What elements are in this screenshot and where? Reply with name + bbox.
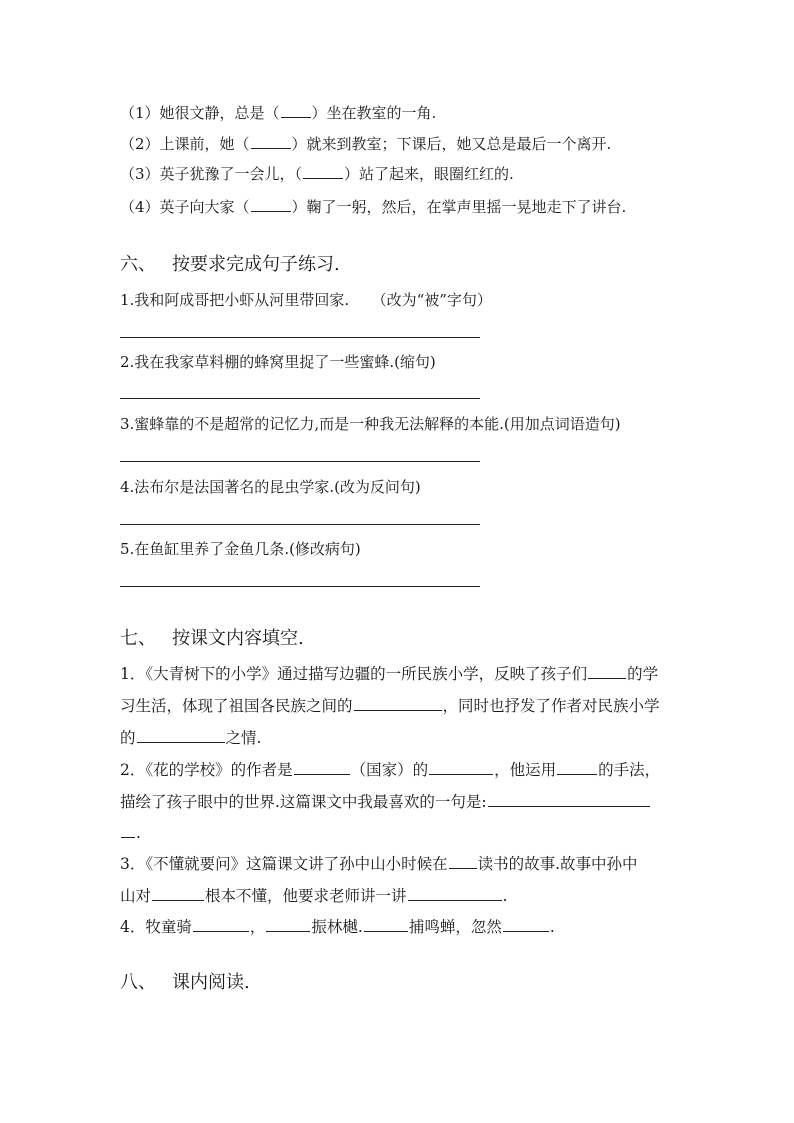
q7-1-line2: 习生活，体现了祖国各民族之间的 ，同时也抒发了作者对民族小学 (120, 697, 660, 715)
answer-blank[interactable] (251, 196, 291, 212)
q6-5: 5.在鱼缸里养了金鱼几条.(修改病句) (120, 540, 361, 558)
answer-blank[interactable] (294, 759, 350, 775)
q5-4: （4）英子向大家（ ）鞠了一躬，然后，在掌声里摇一晃地走下了讲台. (120, 198, 627, 216)
answer-blank[interactable] (354, 695, 442, 711)
q7-3-line1: 3．《不懂就要问》这篇课文讲了孙中山小时候在 读书的故事.故事中孙中 (120, 855, 638, 873)
answer-blank[interactable] (121, 822, 135, 838)
q7-3-line2: 山对 根本不懂，他要求老师讲一讲 . (120, 887, 508, 905)
section-7-heading: 七、 按课文内容填空. (120, 628, 304, 649)
q6-2: 2.我在我家草料棚的蜂窝里捉了一些蜜蜂.(缩句) (120, 353, 436, 371)
answer-blank[interactable] (588, 663, 626, 679)
q5-1: （1）她很文静，总是（ ）坐在教室的一角. (120, 104, 437, 122)
q5-3: （3）英子犹豫了一会儿，（ ）站了起来，眼圈红红的. (120, 165, 514, 183)
answer-blank[interactable] (251, 133, 291, 149)
q7-2-line1: 2．《花的学校》的作者是 （国家）的 ，他运用 的手法， (120, 761, 661, 779)
answer-blank[interactable] (266, 916, 310, 932)
answer-blank[interactable] (364, 916, 408, 932)
section-8-heading: 八、 课内阅读. (120, 972, 250, 993)
answer-line[interactable] (120, 398, 480, 399)
q7-2-line2: 描绘了孩子眼中的世界.这篇课文中我最喜欢的一句是: (120, 791, 680, 812)
answer-blank[interactable] (408, 885, 502, 901)
q7-2-line3: . (120, 822, 680, 843)
answer-blank[interactable] (557, 759, 597, 775)
answer-blank[interactable] (449, 853, 477, 869)
answer-blank[interactable] (303, 163, 343, 179)
q5-2: （2）上课前，她（ ）就来到教室；下课后，她又总是最后一个离开. (120, 135, 612, 153)
answer-blank[interactable] (193, 916, 249, 932)
answer-blank[interactable] (152, 885, 204, 901)
answer-blank[interactable] (137, 727, 225, 743)
q7-4: 4．牧童骑 ， 振林樾. 捕鸣蝉，忽然 . (120, 918, 555, 936)
answer-line[interactable] (120, 586, 480, 587)
section-6-heading: 六、 按要求完成句子练习. (120, 254, 340, 275)
answer-line[interactable] (120, 461, 480, 462)
q7-1-line3: 的 之情. (120, 729, 262, 747)
q6-4: 4.法布尔是法国著名的昆虫学家.(改为反问句) (120, 478, 421, 496)
answer-blank[interactable] (488, 791, 650, 807)
q6-3: 3.蜜蜂靠的不是超常的记忆力,而是一种我无法解释的本能.(用加点词语造句) (120, 415, 621, 433)
answer-line[interactable] (120, 337, 480, 338)
answer-blank[interactable] (503, 916, 549, 932)
answer-line[interactable] (120, 524, 480, 525)
answer-blank[interactable] (429, 759, 493, 775)
q7-1-line1: 1．《大青树下的小学》通过描写边疆的一所民族小学，反映了孩子们 的学 (120, 665, 659, 683)
q6-1: 1.我和阿成哥把小虾从河里带回家. （改为“被”字句） (120, 291, 492, 309)
answer-blank[interactable] (281, 102, 311, 118)
